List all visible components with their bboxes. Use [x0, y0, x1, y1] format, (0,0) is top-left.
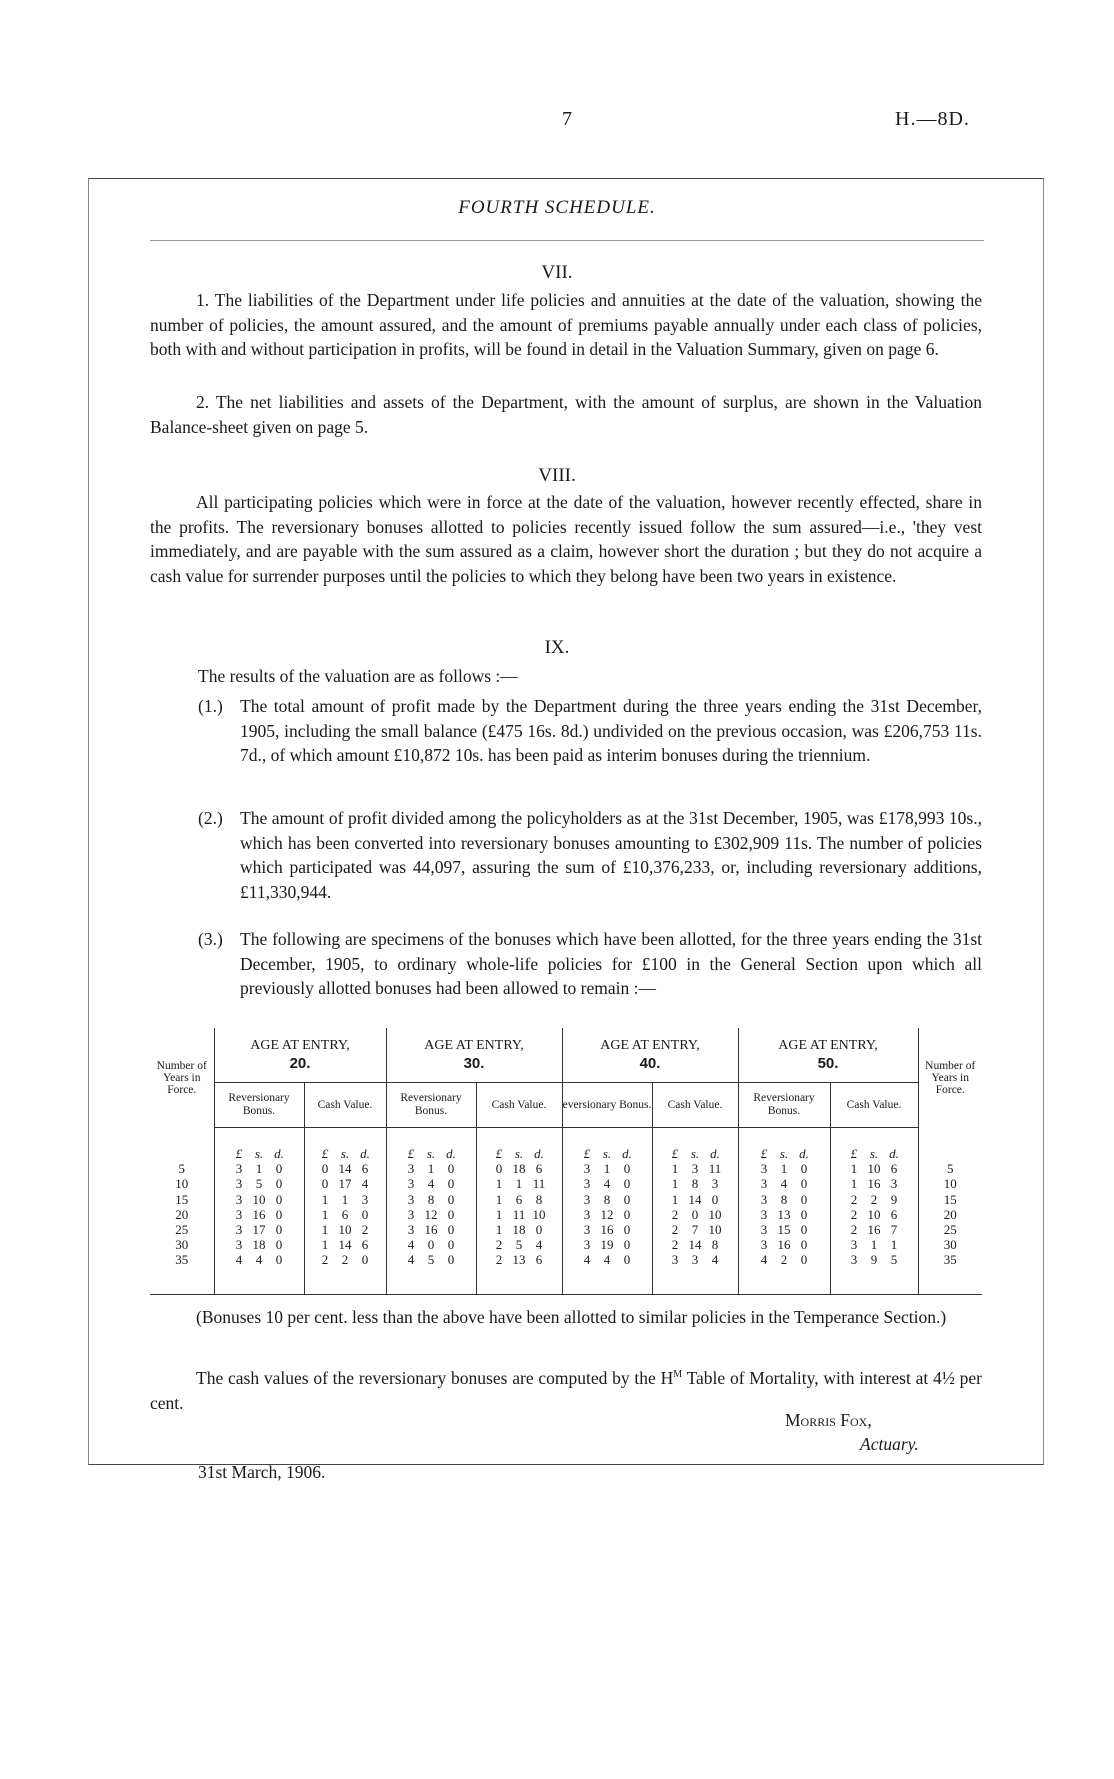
cash-value-cell: 2 2 9 [830, 1192, 918, 1207]
cash-value-cell: 2 13 6 [476, 1252, 562, 1294]
table-row [150, 1207, 982, 1222]
cash-value-cell: 2 10 6 [830, 1207, 918, 1222]
years-cell: 10 [918, 1176, 982, 1191]
cash-value-cell: 0 14 6 [304, 1161, 386, 1176]
signature-name: Morris Fox, [785, 1410, 872, 1430]
reversionary-bonus-cell: 3 1 0 [562, 1161, 652, 1176]
cash-value-cell: 1 18 0 [476, 1222, 562, 1237]
years-cell: 15 [175, 1191, 189, 1207]
reversionary-bonus-cell: 3 16 0 [386, 1222, 476, 1237]
reversionary-bonus-cell: 3 16 0 [214, 1207, 304, 1222]
age-group-20-header: AGE AT ENTRY, 20. [214, 1028, 386, 1083]
years-cell: 25 [918, 1222, 982, 1237]
cash-value-header-30: Cash Value. [476, 1083, 562, 1128]
years-in-force-header-left: Number of Years in Force. [156, 1059, 207, 1096]
cash-value-cell: 2 5 4 [476, 1237, 562, 1252]
reversionary-bonus-cell: 3 1 0 [386, 1161, 476, 1176]
reversionary-bonus-cell: 3 19 0 [562, 1237, 652, 1252]
years-cell: 20 [918, 1207, 982, 1222]
units-spacer [150, 1128, 214, 1162]
reversionary-bonus-cell: 3 8 0 [738, 1192, 830, 1207]
table-row [150, 1237, 982, 1252]
cash-value-cell: 1 14 6 [304, 1237, 386, 1252]
reversionary-bonus-cell: 3 1 0 [214, 1161, 304, 1176]
unit-labels-cell: £ s. d. [830, 1128, 918, 1162]
cash-value-cell: 0 18 6 [476, 1161, 562, 1176]
years-cell: 5 [178, 1161, 185, 1177]
cash-value-cell: 1 1 3 [304, 1192, 386, 1207]
cash-value-cell: 1 3 11 [652, 1161, 738, 1176]
cash-value-cell: 3 3 4 [652, 1252, 738, 1294]
ix-item-3-number: (3.) [198, 929, 223, 949]
cash-value-cell: 1 1 11 [476, 1176, 562, 1191]
cash-value-cell: 1 6 8 [476, 1192, 562, 1207]
document-date: 31st March, 1906. [198, 1462, 326, 1482]
rev-bonus-header-20: Reversionary Bonus. [214, 1083, 304, 1128]
rev-bonus-header-40: eversionary Bonus. [562, 1083, 652, 1128]
cash-value-cell: 1 11 10 [476, 1207, 562, 1222]
years-cell: 35 [918, 1252, 982, 1294]
ix-item-1-text: The total amount of profit made by the Department during the three years ending the 31st December, 1905, including the small balance (£475 16s. 8d.) undivided on the previous occasion, was £206,753 11s. 7d., of which amount £10,872 10s. has been paid as interim bonuses during the triennium. [240, 696, 982, 765]
table-row [150, 1252, 982, 1294]
reversionary-bonus-cell: 3 4 0 [738, 1176, 830, 1191]
schedule-title: FOURTH SCHEDULE. [458, 197, 656, 218]
reversionary-bonus-cell: 3 18 0 [214, 1237, 304, 1252]
cash-value-header-40: Cash Value. [652, 1083, 738, 1128]
reversionary-bonus-cell: 3 8 0 [386, 1192, 476, 1207]
cash-value-header-20: Cash Value. [304, 1083, 386, 1128]
cash-value-cell: 2 0 10 [652, 1207, 738, 1222]
reversionary-bonus-cell: 3 8 0 [562, 1192, 652, 1207]
cash-value-header-50: Cash Value. [830, 1083, 918, 1128]
section-vii-para-1: 1. The liabilities of the Department under life policies and annuities at the date of the valuation, showing the number of policies, the amount assured, and the amount of premiums payable annually under each class of policies, both with and without participation in profits, will be found in detail in the Valuation Summary, given on page 6. [150, 290, 982, 359]
reversionary-bonus-cell: 4 4 0 [562, 1252, 652, 1294]
age-group-30-header: AGE AT ENTRY, 30. [386, 1028, 562, 1083]
years-cell: 5 [918, 1161, 982, 1176]
reversionary-bonus-cell: 3 13 0 [738, 1207, 830, 1222]
cash-value-cell: 3 1 1 [830, 1237, 918, 1252]
reversionary-bonus-cell: 3 1 0 [738, 1161, 830, 1176]
units-spacer [918, 1128, 982, 1162]
table-row [150, 1192, 982, 1207]
cash-value-cell: 1 16 3 [830, 1176, 918, 1191]
section-viii-para: All participating policies which were in force at the date of the valuation, however recently effected, share in the profits. The reversionary bonuses allotted to policies recently issued follow the sum assured—i.e., 'they vest immediately, and are payable with the sum assured as a claim, however short the duration ; but they do not acquire a cash value for surrender purposes until the policies to which they belong have been two years in existence. [150, 492, 982, 586]
reversionary-bonus-cell: 3 12 0 [386, 1207, 476, 1222]
cash-value-cell: 1 10 2 [304, 1222, 386, 1237]
reversionary-bonus-cell: 4 5 0 [386, 1252, 476, 1294]
reversionary-bonus-cell: 3 5 0 [214, 1176, 304, 1191]
reversionary-bonus-cell: 3 15 0 [738, 1222, 830, 1237]
reversionary-bonus-cell: 3 17 0 [214, 1222, 304, 1237]
bonus-table-body [150, 1128, 982, 1295]
reversionary-bonus-cell: 3 4 0 [386, 1176, 476, 1191]
section-vii-heading: VII. [541, 262, 573, 283]
cash-value-cell: 2 7 10 [652, 1222, 738, 1237]
reversionary-bonus-cell: 3 12 0 [562, 1207, 652, 1222]
age-group-50-header: AGE AT ENTRY, 50. [738, 1028, 918, 1083]
reversionary-bonus-cell: 3 16 0 [738, 1237, 830, 1252]
ix-item-1-number: (1.) [198, 696, 223, 716]
cash-value-cell: 1 14 0 [652, 1192, 738, 1207]
unit-labels-cell: £ s. d. [652, 1128, 738, 1162]
section-vii-para-2: 2. The net liabilities and assets of the Department, with the amount of surplus, are shown in the Valuation Balance-sheet given on page 5. [150, 392, 982, 437]
cash-value-cell: 0 17 4 [304, 1176, 386, 1191]
unit-labels-cell: £ s. d. [386, 1128, 476, 1162]
cash-value-cell: 2 2 0 [304, 1252, 386, 1294]
years-cell: 30 [175, 1237, 189, 1253]
cash-value-cell: 1 8 3 [652, 1176, 738, 1191]
cash-value-cell: 1 6 0 [304, 1207, 386, 1222]
reversionary-bonus-cell: 3 4 0 [562, 1176, 652, 1191]
reversionary-bonus-cell: 3 16 0 [562, 1222, 652, 1237]
reversionary-bonus-cell: 4 2 0 [738, 1252, 830, 1294]
reversionary-bonus-cell: 4 0 0 [386, 1237, 476, 1252]
document-reference: H.—8D. [895, 108, 970, 130]
unit-labels-cell: £ s. d. [562, 1128, 652, 1162]
years-in-force-header-right: Number of Years in Force. [918, 1028, 982, 1128]
unit-labels-cell: £ s. d. [738, 1128, 830, 1162]
years-cell: 15 [918, 1192, 982, 1207]
years-cell: 20 [175, 1206, 189, 1222]
rev-bonus-header-30: Reversionary Bonus. [386, 1083, 476, 1128]
years-cell: 35 [150, 1252, 214, 1294]
years-cell: 10 [175, 1176, 189, 1192]
table-row [150, 1222, 982, 1237]
bonus-table [150, 1028, 982, 1295]
ix-item-1 [198, 694, 982, 768]
rev-bonus-header-50: Reversionary Bonus. [738, 1083, 830, 1128]
table-row [150, 1176, 982, 1191]
ix-item-2 [198, 806, 982, 904]
ix-item-2-text: The amount of profit divided among the policyholders as at the 31st December, 1905, was £178,993 10s., which has been converted into reversionary bonuses amounting to £302,909 11s. The number of policies which participated was 44,097, assuring the sum of £10,376,233, or, including reversionary additions, £11,330,944. [240, 808, 982, 902]
unit-labels-cell: £ s. d. [214, 1128, 304, 1162]
table-row [150, 1161, 982, 1176]
cash-value-cell: 3 9 5 [830, 1252, 918, 1294]
reversionary-bonus-cell: 3 10 0 [214, 1192, 304, 1207]
cash-value-cell: 2 14 8 [652, 1237, 738, 1252]
age-group-40-header: AGE AT ENTRY, 40. [562, 1028, 738, 1083]
ix-item-3-text: The following are specimens of the bonuses which have been allotted, for the three years ending the 31st December, 1905, to ordinary whole-life policies for £100 in the General Section upon which all previously allotted bonuses had been allowed to remain :— [240, 929, 982, 998]
unit-labels-cell: £ s. d. [304, 1128, 386, 1162]
section-viii-heading: VIII. [538, 465, 576, 486]
reversionary-bonus-cell: 4 4 0 [214, 1252, 304, 1294]
unit-labels-cell: £ s. d. [476, 1128, 562, 1162]
years-cell: 25 [175, 1222, 189, 1238]
section-ix-intro: The results of the valuation are as follows :— [198, 666, 518, 686]
cash-value-cell: 1 10 6 [830, 1161, 918, 1176]
temperance-note: (Bonuses 10 per cent. less than the above have been allotted to similar policies in the Temperance Section.) [196, 1307, 947, 1327]
cash-value-cell: 2 16 7 [830, 1222, 918, 1237]
units-row [150, 1128, 982, 1162]
page-number: 7 [562, 108, 572, 130]
cash-values-note: The cash values of the reversionary bonuses are computed by the $H^M$ Table of Mortality, with interest at 4½ per cent. [150, 1368, 982, 1413]
ix-item-2-number: (2.) [198, 808, 223, 828]
years-cell: 30 [918, 1237, 982, 1252]
signature-title: Actuary. [860, 1434, 919, 1454]
section-ix-heading: IX. [544, 637, 570, 658]
title-rule [150, 240, 984, 241]
ix-item-3 [198, 927, 982, 1001]
